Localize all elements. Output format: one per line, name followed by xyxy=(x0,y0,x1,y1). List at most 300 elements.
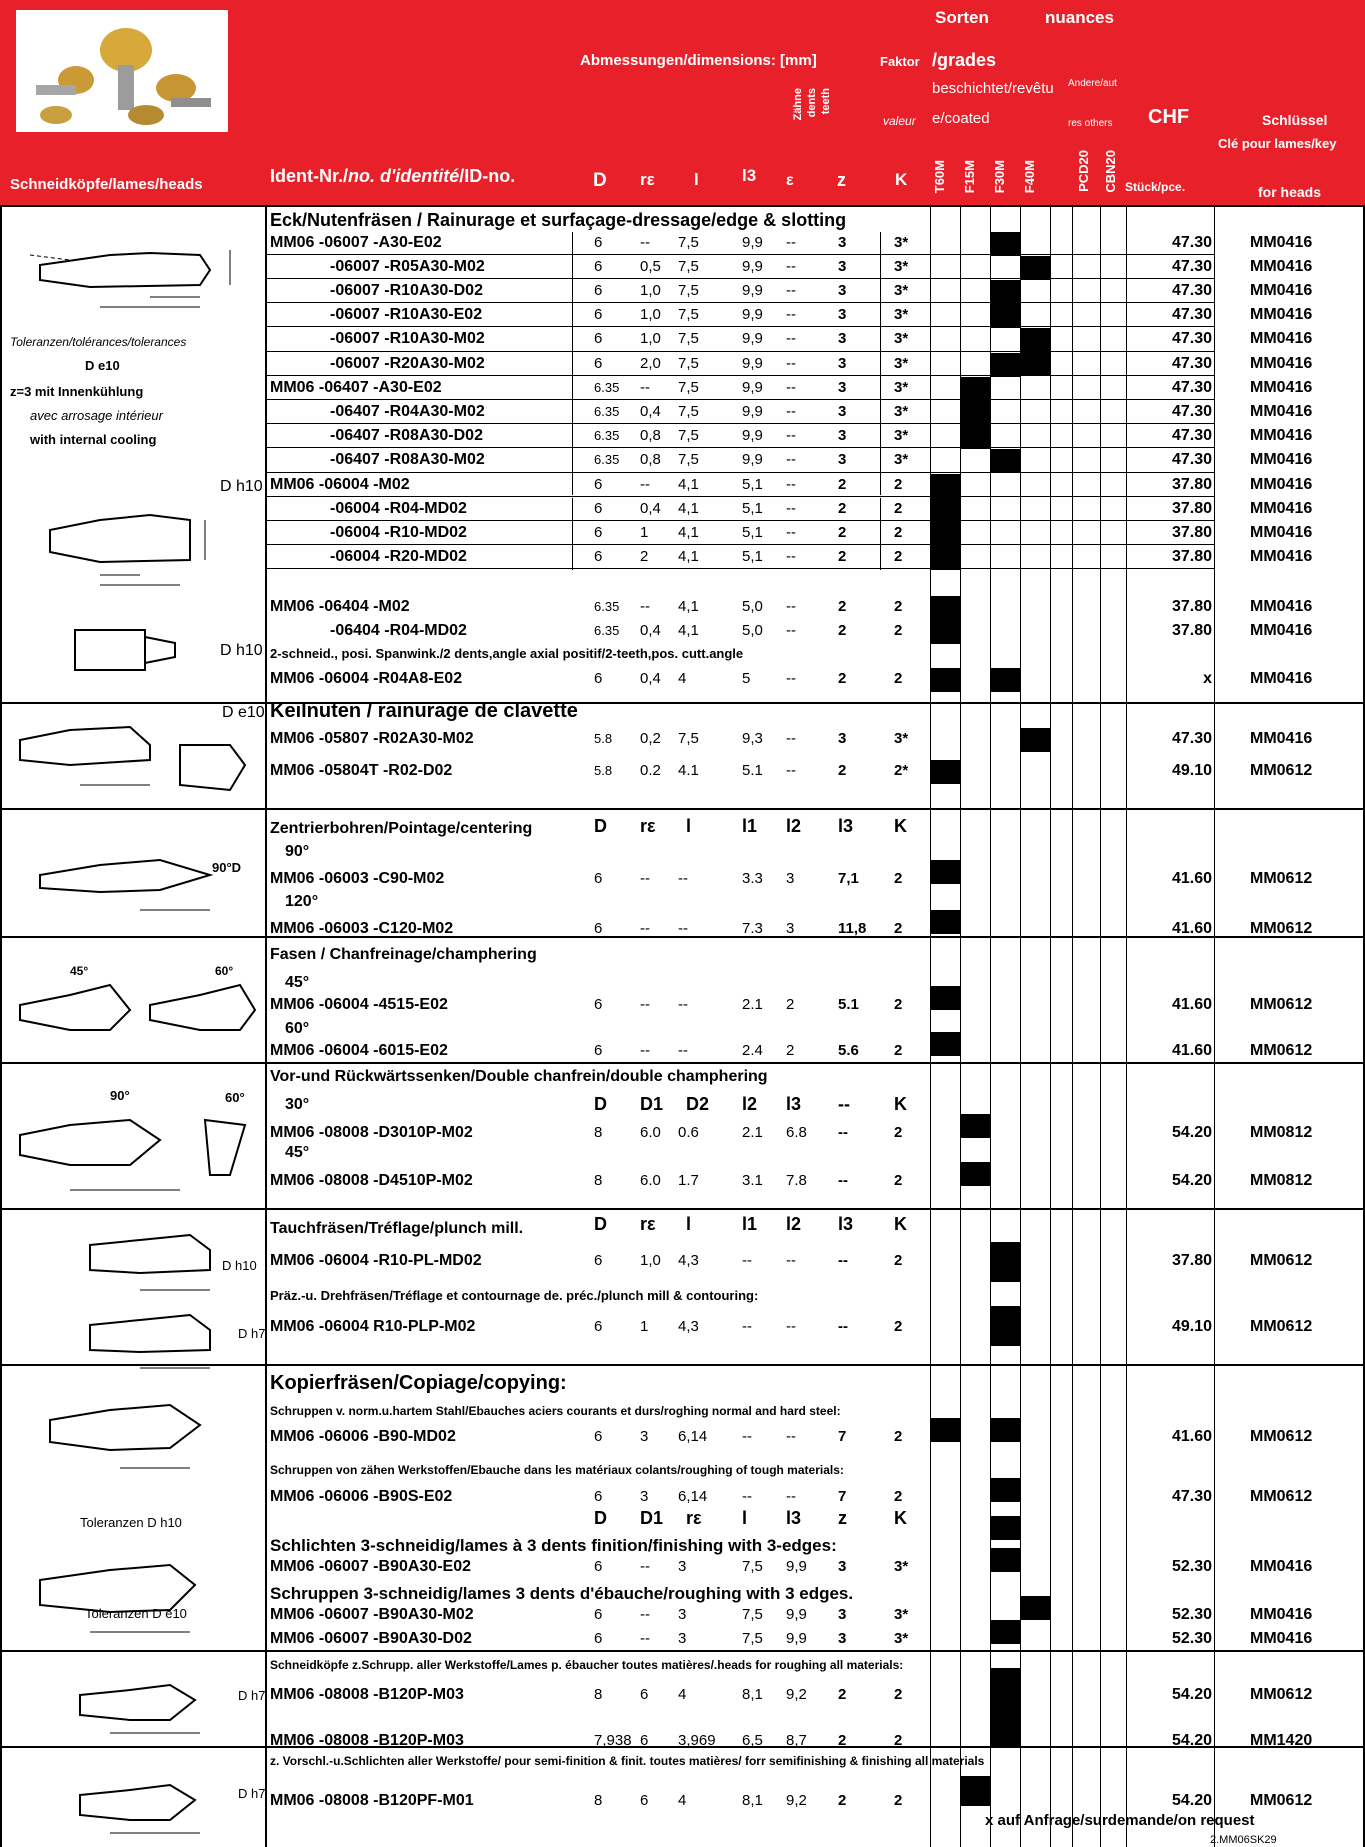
grid-line xyxy=(265,447,1214,448)
cell-eps: 9,9 xyxy=(786,1630,807,1647)
cell-k: 3* xyxy=(894,234,909,251)
cell-l3: -- xyxy=(742,1318,752,1335)
ident-number: MM06 -05807 -R02A30-M02 xyxy=(270,730,474,747)
cell-l: 4 xyxy=(678,1792,687,1809)
cell-l3: 2.4 xyxy=(742,1042,763,1059)
key-code: MM0416 xyxy=(1250,451,1313,468)
key-code: MM0612 xyxy=(1250,870,1313,887)
key-code: MM0416 xyxy=(1250,500,1313,517)
col-header: K xyxy=(894,1094,907,1114)
table-header xyxy=(0,0,1365,205)
cell-l: 7,5 xyxy=(678,427,699,444)
ident-number: MM06 -06007 -B90A30-M02 xyxy=(270,1606,474,1623)
cell-l: 3 xyxy=(678,1606,687,1623)
cooling-note-2: avec arrosage intérieur xyxy=(30,408,163,423)
keyway-diagram xyxy=(10,705,270,805)
price: 47.30 xyxy=(1171,1488,1212,1505)
cell-z: 2 xyxy=(838,622,847,639)
key-code: MM0416 xyxy=(1250,548,1313,565)
price: 47.30 xyxy=(1171,403,1212,420)
cell-z: 2 xyxy=(838,1792,847,1809)
cell-z: 3 xyxy=(838,451,847,468)
cell-d: 6 xyxy=(594,524,603,541)
footer-code: 2.MM06SK29 xyxy=(1210,1834,1277,1846)
grade-available-mark xyxy=(991,1516,1020,1540)
cell-z: -- xyxy=(838,1252,848,1269)
cell-l: -- xyxy=(678,996,688,1013)
cell-d: 6 xyxy=(594,330,603,347)
key-code: MM0612 xyxy=(1250,762,1313,779)
cell-z: 7 xyxy=(838,1488,847,1505)
col-l-label: l xyxy=(694,170,699,189)
cell-r: -- xyxy=(640,379,650,396)
cell-l3: 5,0 xyxy=(742,598,763,615)
col-header: l1 xyxy=(742,816,758,836)
cell-l3: 5,1 xyxy=(742,500,763,517)
cell-l3: 5,1 xyxy=(742,548,763,565)
cell-l3: 9,9 xyxy=(742,234,763,251)
ident-number: -06404 -R04-MD02 xyxy=(330,622,467,639)
schlussel-label: Schlüssel xyxy=(1262,112,1328,128)
cell-k: 2 xyxy=(894,598,903,615)
cell-l: 4,3 xyxy=(678,1252,699,1269)
cell-z: 7,1 xyxy=(838,870,859,887)
key-code: MM0612 xyxy=(1250,1042,1313,1059)
col-header: l xyxy=(742,1508,748,1528)
beschichtet-label: beschichtet/revêtu xyxy=(932,80,1054,97)
cell-k: 3* xyxy=(894,427,909,444)
plunge-diagram-2 xyxy=(80,1300,240,1380)
cell-l3: 7.3 xyxy=(742,920,763,937)
cell-d: 6 xyxy=(594,1252,603,1269)
cell-eps: 2 xyxy=(786,1042,795,1059)
cell-eps: -- xyxy=(786,598,796,615)
cell-z: 3 xyxy=(838,258,847,275)
price: 54.20 xyxy=(1171,1124,1212,1141)
cell-l3: 2.1 xyxy=(742,996,763,1013)
tol-de10-b: D e10 xyxy=(222,704,265,721)
cell-z: -- xyxy=(838,1318,848,1335)
cell-k: 3* xyxy=(894,403,909,420)
col-header: l1 xyxy=(742,1214,758,1234)
teeth-label: teeth xyxy=(820,88,832,115)
cell-l: 0.6 xyxy=(678,1124,699,1141)
cell-l: 3 xyxy=(678,1630,687,1647)
cell-eps: -- xyxy=(786,355,796,372)
cell-k: 2 xyxy=(894,870,903,887)
ident-number: MM06 -06003 -C120-M02 xyxy=(270,920,454,937)
faktor-label: Faktor xyxy=(880,54,920,69)
ident-number: MM06 -06404 -M02 xyxy=(270,598,410,615)
cell-d: 6 xyxy=(594,1428,603,1445)
col-eps-label: ε xyxy=(786,172,794,189)
cell-l: 4,1 xyxy=(678,598,699,615)
col-header: l3 xyxy=(786,1094,802,1114)
section-champhering-45: 45° xyxy=(285,974,310,991)
cell-l: -- xyxy=(678,1042,688,1059)
svg-text:90°D: 90°D xyxy=(212,860,242,875)
cell-r: -- xyxy=(640,1042,650,1059)
cell-l: 7,5 xyxy=(678,730,699,747)
col-header: K xyxy=(894,1214,907,1234)
svg-text:45°: 45° xyxy=(70,964,89,978)
cell-d: 6.35 xyxy=(594,452,620,467)
table-row xyxy=(0,449,1365,471)
centering-diagram xyxy=(30,830,260,930)
price: 54.20 xyxy=(1171,1792,1212,1809)
cell-eps: -- xyxy=(786,1428,796,1445)
ident-number: MM06 -08008 -B120P-M03 xyxy=(270,1732,464,1749)
cell-r: -- xyxy=(640,476,650,493)
ident-number: MM06 -06004 -4515-E02 xyxy=(270,996,448,1013)
cell-r: 0,4 xyxy=(640,670,661,687)
cell-d: 6.35 xyxy=(594,623,620,638)
cell-r: -- xyxy=(640,1630,650,1647)
table-row xyxy=(0,1486,1365,1508)
cell-k: 2 xyxy=(894,1252,903,1269)
ident-number: MM06 -08008 -B120P-M03 xyxy=(270,1686,464,1703)
section-centering-title: Zentrierbohren/Pointage/centering xyxy=(270,820,533,837)
cell-l: 4,1 xyxy=(678,622,699,639)
cell-l: 7,5 xyxy=(678,282,699,299)
cell-r: 0.2 xyxy=(640,762,661,779)
grade-t60m: T60M xyxy=(932,160,947,194)
cell-d: 6 xyxy=(594,670,603,687)
cell-z: -- xyxy=(838,1172,848,1189)
andere-label-1: Andere/aut xyxy=(1068,78,1117,89)
cell-k: 2 xyxy=(894,1686,903,1703)
cell-r: 1,0 xyxy=(640,282,661,299)
cell-l3: 9,3 xyxy=(742,730,763,747)
product-photo xyxy=(16,10,228,132)
cell-eps: 9,9 xyxy=(786,1606,807,1623)
cell-eps: -- xyxy=(786,234,796,251)
cell-eps: 8,7 xyxy=(786,1732,807,1749)
tolerance-de10: D e10 xyxy=(85,358,120,373)
col-header: K xyxy=(894,1508,907,1528)
cell-z: 3 xyxy=(838,330,847,347)
cell-r: -- xyxy=(640,920,650,937)
champhering-diagram xyxy=(10,955,270,1065)
price: 37.80 xyxy=(1171,476,1212,493)
grade-cbn20: CBN20 xyxy=(1103,150,1118,193)
stuck-label: Stück/pce. xyxy=(1125,180,1186,194)
coated-label: e/coated xyxy=(932,110,990,127)
section-roughing-3edges: Schruppen 3-schneidig/lames 3 dents d'ébauche/roughing with 3 edges. xyxy=(270,1584,854,1603)
dimensions-label: Abmessungen/dimensions: [mm] xyxy=(580,52,817,69)
chf-label: CHF xyxy=(1148,106,1190,128)
table-row xyxy=(0,353,1365,375)
ident-number: MM06 -08008 -B120PF-M01 xyxy=(270,1792,474,1809)
cell-l: 4,1 xyxy=(678,500,699,517)
cell-k: 2 xyxy=(894,1428,903,1445)
col-d-label: D xyxy=(593,170,607,191)
price: 47.30 xyxy=(1171,282,1212,299)
col-header: z xyxy=(838,1508,847,1528)
edge-slotting-diagram xyxy=(30,225,260,315)
cell-l: 1.7 xyxy=(678,1172,699,1189)
cell-r: 6 xyxy=(640,1686,649,1703)
ident-number: MM06 -06004 -6015-E02 xyxy=(270,1042,448,1059)
price: 41.60 xyxy=(1171,920,1212,937)
grid-line xyxy=(0,205,1365,207)
col-k-label: K xyxy=(895,170,908,189)
cell-l3: 9,9 xyxy=(742,355,763,372)
key-code: MM0416 xyxy=(1250,1558,1313,1575)
small-head-diagram xyxy=(40,490,220,590)
tol-dh7-a: D h7 xyxy=(238,1326,266,1341)
col-header: l2 xyxy=(786,816,802,836)
cell-l3: -- xyxy=(742,1252,752,1269)
ident-number: -06004 -R04-MD02 xyxy=(330,500,467,517)
key-code: MM0612 xyxy=(1250,920,1313,937)
ident-number: -06407 -R04A30-M02 xyxy=(330,403,485,420)
cell-l3: 8,1 xyxy=(742,1792,763,1809)
grid-line xyxy=(265,278,1214,279)
cylinder-diagram xyxy=(70,625,190,675)
copying-diagram-2 xyxy=(30,1540,240,1650)
cell-d: 6 xyxy=(594,1318,603,1335)
col-header: rε xyxy=(686,1508,702,1528)
cell-z: 5.1 xyxy=(838,996,859,1013)
cell-d: 6.35 xyxy=(594,404,620,419)
ident-number: -06007 -R05A30-M02 xyxy=(330,258,485,275)
key-code: MM0416 xyxy=(1250,306,1313,323)
section-plunge-title: Tauchfräsen/Tréflage/plunch mill. xyxy=(270,1220,524,1237)
price: 49.10 xyxy=(1171,1318,1212,1335)
key-code: MM0416 xyxy=(1250,622,1313,639)
cell-d: 8 xyxy=(594,1686,603,1703)
ident-number: -06407 -R08A30-M02 xyxy=(330,451,485,468)
cell-r: -- xyxy=(640,234,650,251)
cell-eps: -- xyxy=(786,403,796,420)
section-copying-title: Kopierfräsen/Copiage/copying: xyxy=(270,1372,567,1394)
cell-d: 6 xyxy=(594,870,603,887)
double-champhering-diagram xyxy=(10,1080,270,1210)
cell-d: 6 xyxy=(594,1606,603,1623)
cell-l3: 3.1 xyxy=(742,1172,763,1189)
grid-line xyxy=(265,399,1214,400)
key-code: MM0612 xyxy=(1250,1792,1313,1809)
key-code: MM0416 xyxy=(1250,1630,1313,1647)
cell-l: 3 xyxy=(678,1558,687,1575)
col-header: l2 xyxy=(786,1214,802,1234)
tol-de10-note: Toleranzen D e10 xyxy=(85,1606,187,1621)
cell-z: 2 xyxy=(838,670,847,687)
cell-z: 2 xyxy=(838,548,847,565)
cell-eps: -- xyxy=(786,548,796,565)
cell-k: 2* xyxy=(894,762,909,779)
copying-diagram-1 xyxy=(40,1380,240,1480)
cell-eps: -- xyxy=(786,500,796,517)
price: 41.60 xyxy=(1171,1428,1212,1445)
cell-z: 3 xyxy=(838,282,847,299)
cell-l3: 5,1 xyxy=(742,524,763,541)
cell-r: 2,0 xyxy=(640,355,661,372)
cell-d: 6.35 xyxy=(594,428,620,443)
cell-d: 6 xyxy=(594,1488,603,1505)
cell-k: 2 xyxy=(894,1042,903,1059)
cell-l: 7,5 xyxy=(678,234,699,251)
cell-eps: -- xyxy=(786,282,796,299)
price: 41.60 xyxy=(1171,996,1212,1013)
section-roughing-all-title: Schneidköpfe z.Schrupp. aller Werkstoffe/Lames p. ébaucher toutes matières/.heads for roughing all materials: xyxy=(270,1658,904,1672)
cell-d: 6 xyxy=(594,500,603,517)
cell-l3: 9,9 xyxy=(742,258,763,275)
tol-dh10-a: D h10 xyxy=(220,478,263,495)
andere-label-2: res others xyxy=(1068,118,1113,129)
cell-d: 7,938 xyxy=(594,1732,632,1749)
cell-l: 4,1 xyxy=(678,476,699,493)
grid-line xyxy=(265,375,1214,376)
cell-l3: -- xyxy=(742,1428,752,1445)
ident-number: MM06 -06006 -B90-MD02 xyxy=(270,1428,456,1445)
ident-number: MM06 -06004 -R10-PL-MD02 xyxy=(270,1252,482,1269)
cell-k: 3* xyxy=(894,282,909,299)
ident-number: MM06 -06006 -B90S-E02 xyxy=(270,1488,453,1505)
grid-line xyxy=(265,520,1214,521)
cell-l3: 5.1 xyxy=(742,762,763,779)
col-header: l xyxy=(686,816,692,836)
cooling-note-1: z=3 mit Innenkühlung xyxy=(10,384,144,399)
ident-number: -06007 -R10A30-M02 xyxy=(330,330,485,347)
cell-r: 0,8 xyxy=(640,451,661,468)
section-centering-90: 90° xyxy=(285,843,310,860)
key-code: MM0612 xyxy=(1250,996,1313,1013)
cell-l: 7,5 xyxy=(678,379,699,396)
price: 47.30 xyxy=(1171,355,1212,372)
price: 37.80 xyxy=(1171,524,1212,541)
ident-b: no. d'identité xyxy=(348,166,460,186)
key-code: MM0612 xyxy=(1250,1318,1313,1335)
ident-number: MM06 -06407 -A30-E02 xyxy=(270,379,442,396)
cell-k: 2 xyxy=(894,622,903,639)
cell-l3: 9,9 xyxy=(742,330,763,347)
ident-number: -06007 -R20A30-M02 xyxy=(330,355,485,372)
price: 54.20 xyxy=(1171,1686,1212,1703)
cell-eps: -- xyxy=(786,524,796,541)
cell-k: 3* xyxy=(894,451,909,468)
key-code: MM0416 xyxy=(1250,234,1313,251)
cell-l3: 6,5 xyxy=(742,1732,763,1749)
cell-l3: 7,5 xyxy=(742,1606,763,1623)
key-code: MM0416 xyxy=(1250,379,1313,396)
cell-z: 2 xyxy=(838,1732,847,1749)
cell-eps: 9,2 xyxy=(786,1792,807,1809)
cell-l: 4,1 xyxy=(678,548,699,565)
cell-d: 8 xyxy=(594,1172,603,1189)
cell-l3: 3.3 xyxy=(742,870,763,887)
col-header: D xyxy=(594,1214,607,1234)
col-header: rε xyxy=(640,816,656,836)
cell-z: 2 xyxy=(838,598,847,615)
cell-l3: -- xyxy=(742,1488,752,1505)
col-header: D1 xyxy=(640,1508,664,1528)
table-row xyxy=(0,668,1365,690)
cell-r: 6.0 xyxy=(640,1124,661,1141)
nuances-label: nuances xyxy=(1045,8,1114,27)
col-header: D xyxy=(594,1508,607,1528)
price: 47.30 xyxy=(1171,306,1212,323)
col-z-label: z xyxy=(837,170,846,190)
price: 47.30 xyxy=(1171,258,1212,275)
price: 37.80 xyxy=(1171,1252,1212,1269)
cell-k: 3* xyxy=(894,1630,909,1647)
grade-pcd20: PCD20 xyxy=(1076,150,1091,192)
tol-dh10-c: D h10 xyxy=(222,1258,257,1273)
cell-r: -- xyxy=(640,598,650,615)
cell-r: 0,4 xyxy=(640,622,661,639)
zahne-label: Zähne xyxy=(792,88,804,121)
price: 54.20 xyxy=(1171,1172,1212,1189)
key-code: MM0812 xyxy=(1250,1172,1313,1189)
cell-eps: -- xyxy=(786,379,796,396)
cell-d: 5.8 xyxy=(594,763,613,778)
section-double-champhering-title: Vor-und Rückwärtssenken/Double chanfrein/double champhering xyxy=(270,1068,768,1085)
cell-r: 1,0 xyxy=(640,1252,661,1269)
cell-r: 3 xyxy=(640,1488,649,1505)
cell-k: 2 xyxy=(894,1172,903,1189)
table-row xyxy=(0,401,1365,423)
sorten-label: Sorten xyxy=(935,8,989,27)
cell-r: 1 xyxy=(640,524,649,541)
grid-line xyxy=(265,496,1214,497)
cell-r: 6 xyxy=(640,1792,649,1809)
ident-number: MM06 -06003 -C90-M02 xyxy=(270,870,445,887)
price: 41.60 xyxy=(1171,1042,1212,1059)
cell-r: 3 xyxy=(640,1428,649,1445)
cell-eps: 9,9 xyxy=(786,1558,807,1575)
col-header: l xyxy=(686,1214,692,1234)
cell-eps: -- xyxy=(786,1488,796,1505)
cell-l3: 5,0 xyxy=(742,622,763,639)
cell-l: 4 xyxy=(678,1686,687,1703)
grid-line xyxy=(265,351,1214,352)
grid-line xyxy=(265,423,1214,424)
table-row xyxy=(0,328,1365,350)
price: 37.80 xyxy=(1171,500,1212,517)
cell-l3: 9,9 xyxy=(742,451,763,468)
col-header: D1 xyxy=(640,1094,664,1114)
cell-r: -- xyxy=(640,996,650,1013)
key-code: MM0416 xyxy=(1250,355,1313,372)
cell-l3: 7,5 xyxy=(742,1558,763,1575)
ident-number: -06007 -R10A30-D02 xyxy=(330,282,483,299)
key-code: MM0416 xyxy=(1250,730,1313,747)
cell-d: 6 xyxy=(594,234,603,251)
cell-l3: 2.1 xyxy=(742,1124,763,1141)
cell-r: 0,5 xyxy=(640,258,661,275)
cell-eps: -- xyxy=(786,622,796,639)
col-header: l2 xyxy=(742,1094,758,1114)
ident-number: MM06 -06007 -A30-E02 xyxy=(270,234,442,251)
price: 47.30 xyxy=(1171,451,1212,468)
cell-r: 1,0 xyxy=(640,330,661,347)
cell-l3: 9,9 xyxy=(742,306,763,323)
cell-l3: 8,1 xyxy=(742,1686,763,1703)
section-keyway-title: Keilnuten / rainurage de clavette xyxy=(270,700,578,722)
cle-label: Clé pour lames/key xyxy=(1218,136,1337,151)
cell-k: 3* xyxy=(894,306,909,323)
tolerance-note: Toleranzen/tolérances/tolerances xyxy=(10,335,187,349)
cell-l3: 7,5 xyxy=(742,1630,763,1647)
for-heads-label: for heads xyxy=(1258,184,1322,200)
key-code: MM0416 xyxy=(1250,427,1313,444)
cell-k: 2 xyxy=(894,1124,903,1141)
grid-line xyxy=(265,568,1214,569)
grid-line xyxy=(265,472,1214,473)
cell-l: 7,5 xyxy=(678,258,699,275)
